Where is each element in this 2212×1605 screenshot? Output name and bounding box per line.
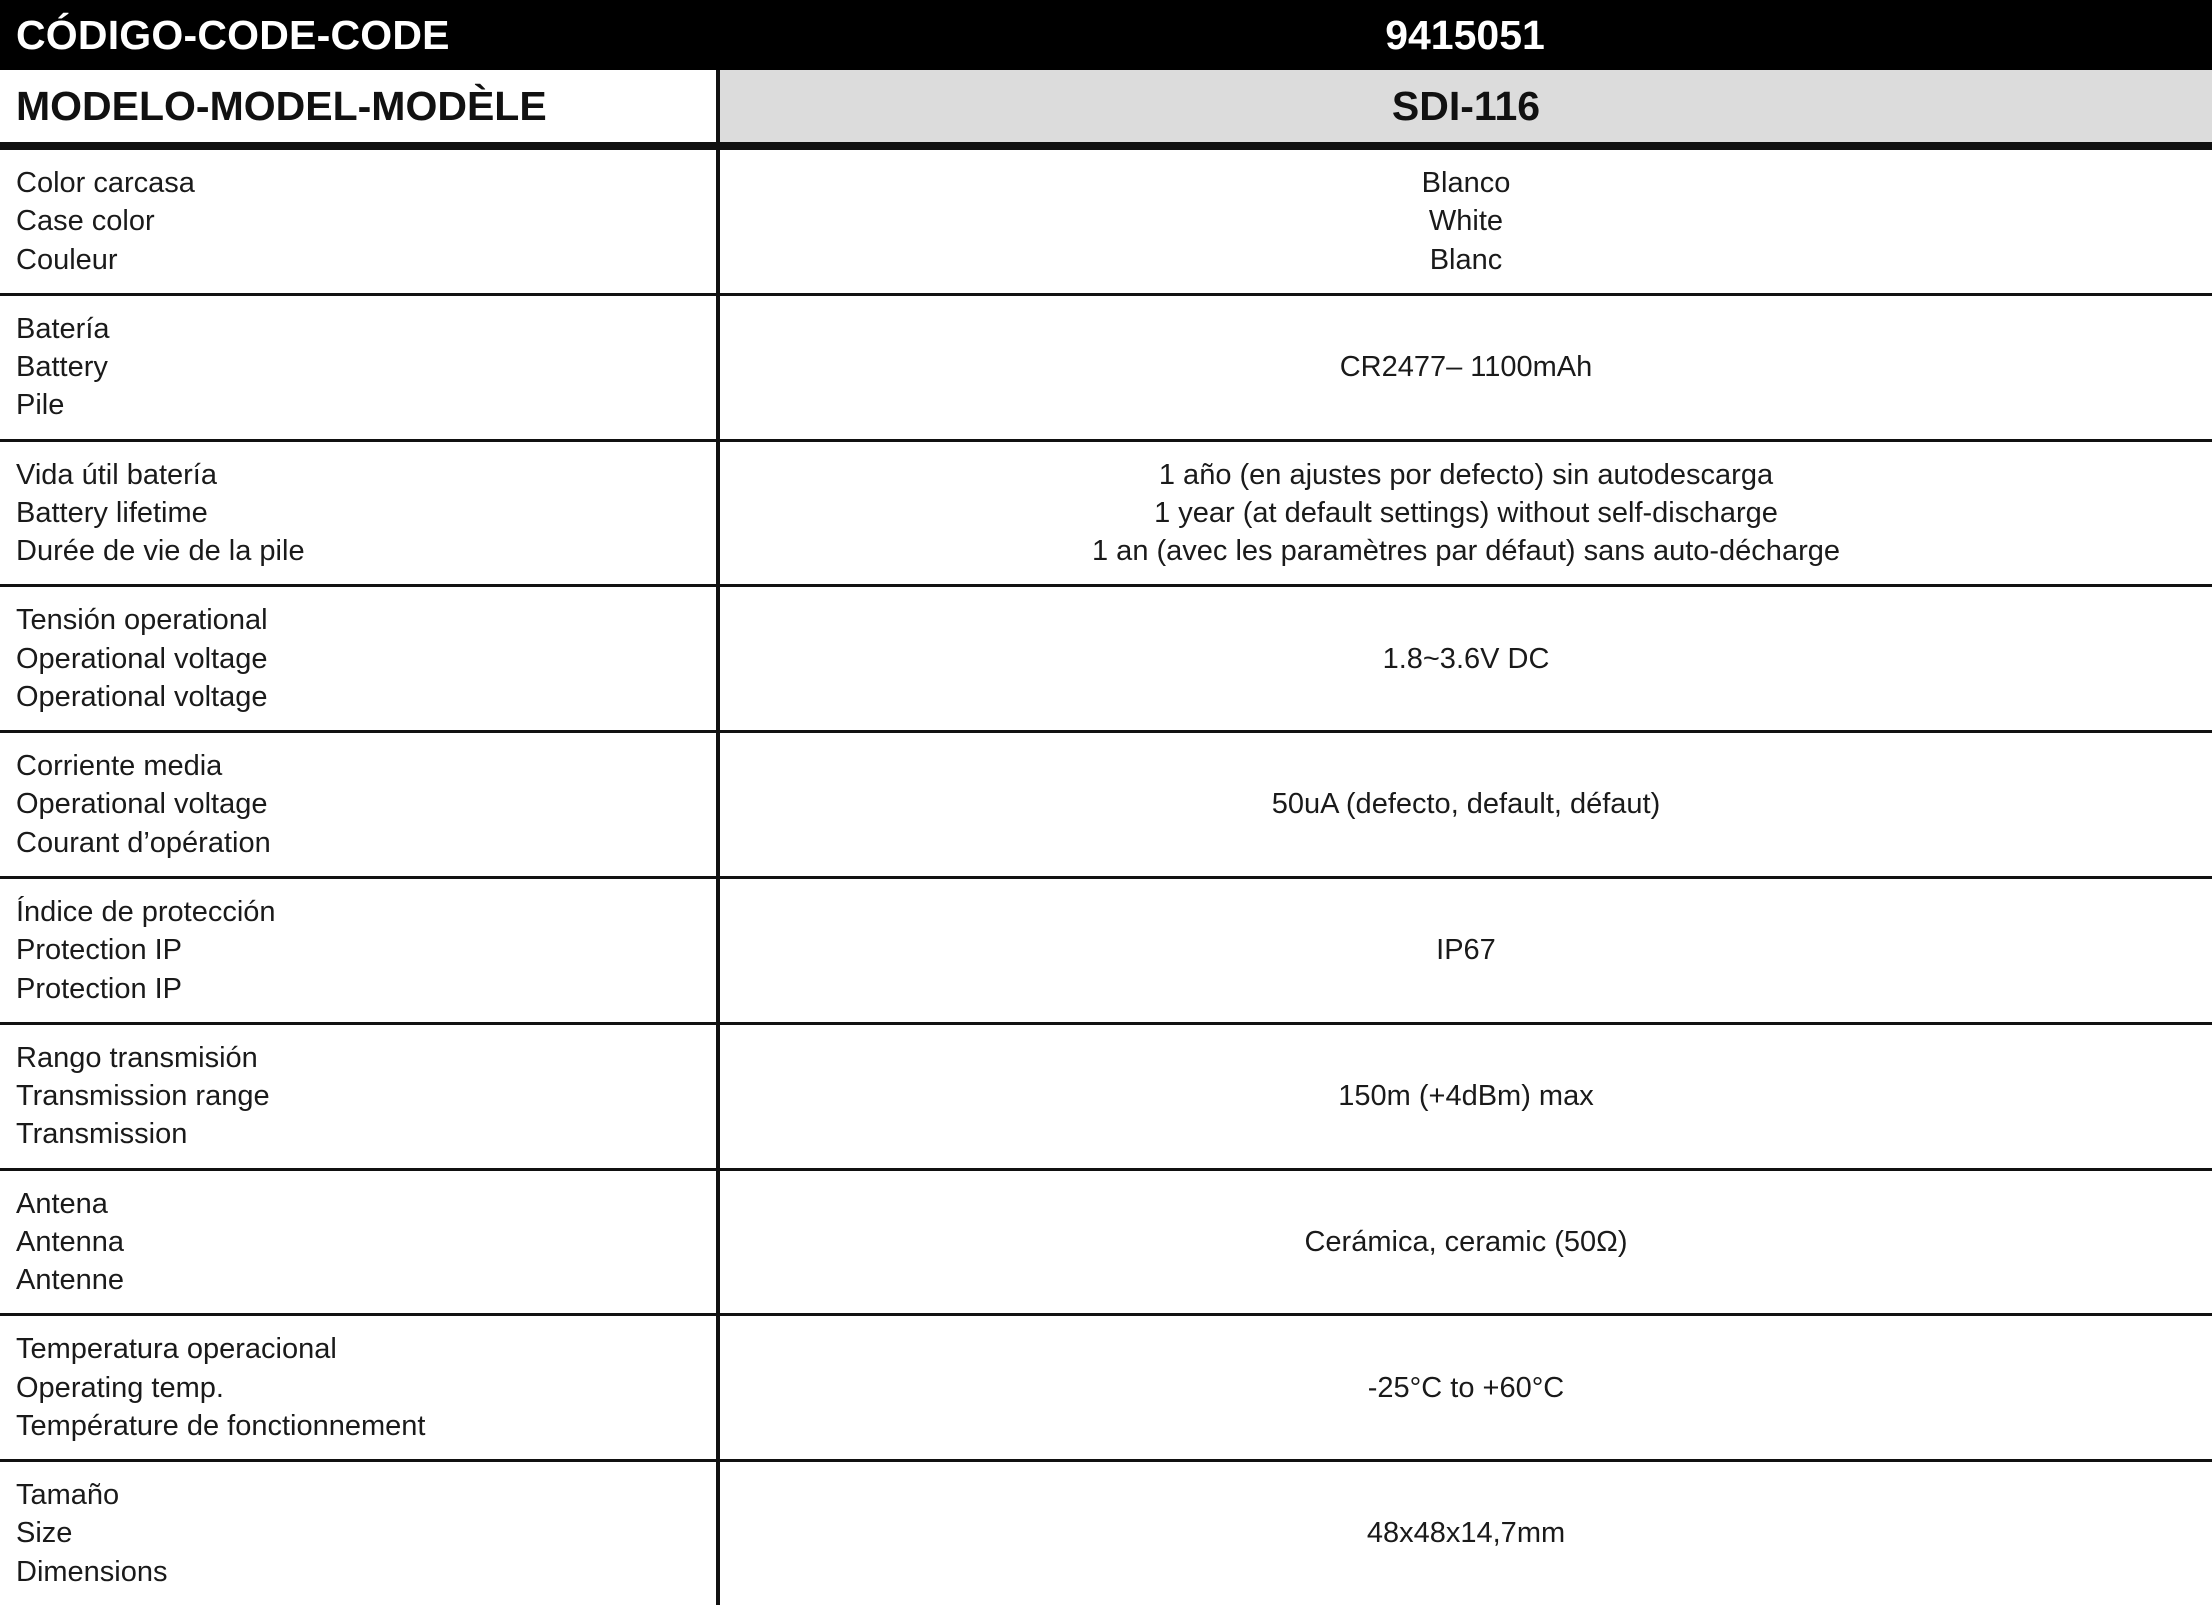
row-label-fr: Courant d’opération	[16, 826, 271, 859]
row-label-en: Operational voltage	[16, 788, 268, 821]
row-label-en: Battery	[16, 351, 108, 384]
row-label-fr: Operational voltage	[16, 680, 268, 713]
row-value-line: 48x48x14,7mm	[1366, 1517, 1566, 1550]
row-value	[718, 1023, 2212, 1169]
table-row	[0, 149, 2212, 295]
row-value	[718, 1461, 2212, 1605]
row-label-fr: Dimensions	[16, 1555, 168, 1588]
row-value	[718, 294, 2212, 440]
row-label-fr: Température de fonctionnement	[16, 1409, 426, 1442]
row-label-en: Size	[16, 1517, 73, 1550]
row-label-es: Índice de protección	[16, 895, 276, 928]
row-value	[718, 440, 2212, 586]
table-row	[0, 1315, 2212, 1461]
table-row-code	[0, 0, 2212, 70]
row-value-line: 150m (+4dBm) max	[1338, 1080, 1594, 1113]
row-label-en: Battery lifetime	[16, 496, 208, 529]
model-label: MODELO-MODEL-MODÈLE	[0, 70, 718, 142]
row-label-en: Protection IP	[16, 934, 183, 967]
model-value: SDI-116	[718, 70, 2212, 142]
row-value	[718, 877, 2212, 1023]
row-label-fr: Transmission	[16, 1118, 188, 1151]
row-value	[718, 586, 2212, 732]
table-row	[0, 440, 2212, 586]
row-label-es: Corriente media	[16, 750, 223, 783]
row-label-fr: Couleur	[16, 243, 118, 276]
row-label	[0, 586, 718, 732]
table-row-model	[0, 70, 2212, 142]
table-row	[0, 732, 2212, 878]
row-label-fr: Durée de vie de la pile	[16, 535, 305, 568]
table-row	[0, 1461, 2212, 1605]
row-value-line: Blanc	[1429, 243, 1503, 276]
row-label-es: Rango transmisión	[16, 1041, 258, 1074]
row-value-line: -25°C to +60°C	[1367, 1371, 1565, 1404]
row-label-es: Tamaño	[16, 1479, 120, 1512]
code-label: CÓDIGO-CODE-CODE	[0, 0, 718, 70]
row-label-en: Antenna	[16, 1225, 125, 1258]
table-row	[0, 1023, 2212, 1169]
row-label-es: Temperatura operacional	[16, 1333, 337, 1366]
code-value: 9415051	[718, 0, 2212, 70]
row-value-line: 1 año (en ajustes por defecto) sin autodescarga	[1158, 458, 1774, 491]
row-label-es: Antena	[16, 1187, 108, 1220]
row-label	[0, 732, 718, 878]
row-value-line: 50uA (defecto, default, défaut)	[1271, 788, 1661, 821]
row-label-en: Transmission range	[16, 1080, 270, 1113]
table-row	[0, 877, 2212, 1023]
row-value-line: 1 year (at default settings) without self-discharge	[1154, 496, 1778, 529]
row-label-fr: Antenne	[16, 1264, 125, 1297]
row-value	[718, 1315, 2212, 1461]
row-label-en: Operational voltage	[16, 642, 268, 675]
row-value-line: IP67	[1436, 934, 1496, 967]
table-row	[0, 586, 2212, 732]
table-row	[0, 294, 2212, 440]
row-label-es: Batería	[16, 312, 110, 345]
row-label-es: Vida útil batería	[16, 458, 217, 491]
row-value-line: White	[1428, 205, 1504, 238]
row-value	[718, 149, 2212, 295]
row-label-en: Operating temp.	[16, 1371, 224, 1404]
table-row	[0, 1169, 2212, 1315]
row-value-line: Cerámica, ceramic (50Ω)	[1304, 1225, 1628, 1258]
row-label-es: Color carcasa	[16, 167, 195, 199]
row-value-line: 1.8~3.6V DC	[1382, 642, 1550, 675]
row-label	[0, 1315, 718, 1461]
row-value	[718, 732, 2212, 878]
row-label-en: Case color	[16, 205, 155, 238]
row-label	[0, 877, 718, 1023]
row-label-fr: Pile	[16, 389, 65, 422]
row-label	[0, 1023, 718, 1169]
row-label	[0, 1461, 718, 1605]
row-value-line: CR2477– 1100mAh	[1339, 351, 1593, 384]
row-label	[0, 294, 718, 440]
row-value-line: 1 an (avec les paramètres par défaut) sans auto-décharge	[1092, 535, 1840, 568]
row-label-es: Tensión operational	[16, 604, 268, 637]
row-value	[718, 1169, 2212, 1315]
row-label	[0, 149, 718, 295]
row-label-fr: Protection IP	[16, 972, 183, 1005]
row-label	[0, 1169, 718, 1315]
row-label	[0, 440, 718, 586]
row-value-line: Blanco	[1421, 167, 1511, 199]
